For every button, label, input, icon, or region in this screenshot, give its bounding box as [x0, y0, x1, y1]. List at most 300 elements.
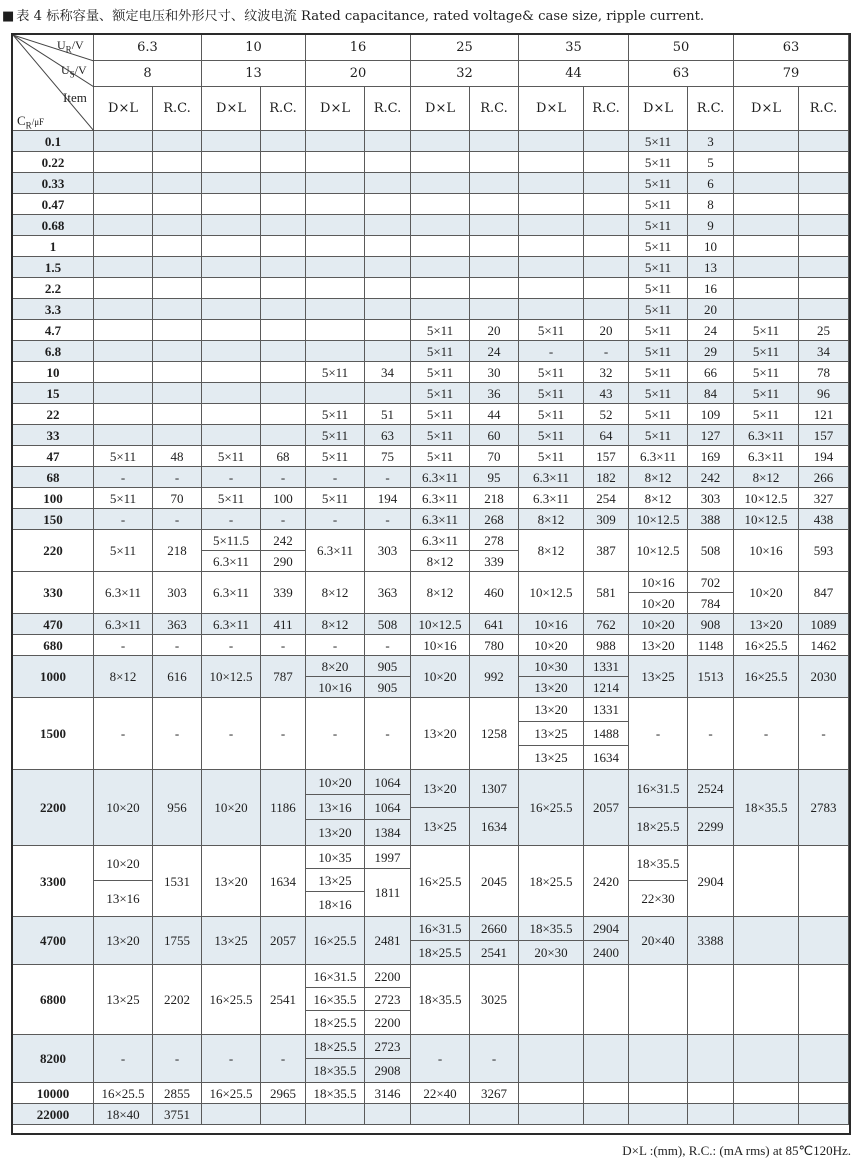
ripple-current-cell: 3	[688, 131, 734, 152]
ripple-current-cell: 13	[688, 257, 734, 278]
ripple-current-cell	[261, 215, 306, 236]
ripple-current-cell	[365, 194, 411, 215]
capacitance-label: 1.5	[13, 257, 94, 278]
ripple-column-header: R.C.	[799, 87, 849, 131]
case-size-cell: 16×25.5	[94, 1083, 153, 1104]
case-size-cell: 20×30	[519, 941, 584, 965]
ripple-current-cell	[261, 320, 306, 341]
case-size-cell: -	[306, 635, 365, 656]
ripple-column-header: R.C.	[261, 87, 306, 131]
rated-voltage-header: 25	[411, 35, 519, 61]
case-size-cell: 13×25	[629, 656, 688, 698]
case-size-cell: 10×16	[519, 614, 584, 635]
case-size-cell: 22×40	[411, 1083, 470, 1104]
ripple-current-cell	[261, 362, 306, 383]
ripple-current-cell: 2660	[470, 917, 519, 941]
case-size-cell: 5×11	[629, 152, 688, 173]
case-size-cell: 13×25	[202, 917, 261, 965]
case-size-cell: 5×11	[202, 488, 261, 509]
case-size-cell: 6.3×11	[411, 530, 470, 551]
ripple-current-cell	[584, 1083, 629, 1104]
case-size-cell: 8×12	[734, 467, 799, 488]
case-size-cell: 5×11	[94, 530, 153, 572]
ripple-current-cell: 290	[261, 551, 306, 572]
ripple-current-cell: 2783	[799, 770, 849, 846]
ripple-current-cell: 96	[799, 383, 849, 404]
ripple-current-cell: 29	[688, 341, 734, 362]
case-size-cell	[202, 236, 261, 257]
ripple-current-cell: -	[365, 467, 411, 488]
case-size-cell: 13×25	[306, 869, 365, 892]
case-size-cell: 6.3×11	[519, 488, 584, 509]
ripple-current-cell	[261, 194, 306, 215]
case-size-cell	[519, 152, 584, 173]
case-size-cell: 13×25	[519, 722, 584, 746]
ripple-current-cell: 63	[365, 425, 411, 446]
ripple-current-cell	[584, 131, 629, 152]
ripple-current-cell	[470, 1104, 519, 1125]
ripple-current-cell: -	[584, 341, 629, 362]
ripple-current-cell: 1811	[365, 869, 411, 917]
case-size-cell: 13×16	[94, 881, 153, 917]
case-size-cell: 5×11	[411, 320, 470, 341]
case-size-cell: 13×20	[734, 614, 799, 635]
case-size-cell	[734, 236, 799, 257]
case-size-cell: 10×12.5	[202, 656, 261, 698]
case-size-cell: 10×12.5	[629, 509, 688, 530]
ripple-current-cell	[153, 383, 202, 404]
ripple-current-cell	[153, 194, 202, 215]
case-size-cell	[94, 236, 153, 257]
ripple-current-cell: 2400	[584, 941, 629, 965]
case-size-cell: 13×20	[202, 846, 261, 917]
ripple-current-cell	[153, 173, 202, 194]
ripple-current-cell: 157	[584, 446, 629, 467]
ripple-current-cell: -	[153, 509, 202, 530]
ripple-current-cell: 20	[688, 299, 734, 320]
case-size-cell: 5×11	[734, 404, 799, 425]
ripple-current-cell: 68	[261, 446, 306, 467]
rated-voltage-header: 16	[306, 35, 411, 61]
case-size-cell: -	[519, 341, 584, 362]
ripple-column-header: R.C.	[688, 87, 734, 131]
ripple-current-cell: 64	[584, 425, 629, 446]
case-size-cell: 13×20	[519, 698, 584, 722]
ripple-current-cell: -	[261, 467, 306, 488]
case-size-cell	[411, 173, 470, 194]
case-size-cell	[411, 194, 470, 215]
case-size-cell	[202, 341, 261, 362]
ripple-current-cell	[365, 152, 411, 173]
ripple-current-cell: 2524	[688, 770, 734, 808]
ripple-current-cell: 762	[584, 614, 629, 635]
ripple-current-cell: 784	[688, 593, 734, 614]
case-size-cell: -	[202, 635, 261, 656]
case-size-cell: 16×25.5	[411, 846, 470, 917]
case-size-cell: -	[629, 698, 688, 770]
ripple-current-cell	[584, 278, 629, 299]
case-size-cell: 5×11	[519, 362, 584, 383]
ripple-current-cell: 1258	[470, 698, 519, 770]
capacitance-label: 680	[13, 635, 94, 656]
case-size-cell	[519, 299, 584, 320]
capacitance-label: 0.1	[13, 131, 94, 152]
ripple-current-cell	[584, 194, 629, 215]
ripple-current-cell: 182	[584, 467, 629, 488]
case-size-cell	[94, 194, 153, 215]
capacitance-label: 33	[13, 425, 94, 446]
case-size-cell: 5×11	[519, 404, 584, 425]
case-size-cell: 5×11	[629, 320, 688, 341]
ripple-current-cell: 3267	[470, 1083, 519, 1104]
table-title	[2, 5, 857, 29]
ripple-current-cell: 460	[470, 572, 519, 614]
ripple-current-cell	[688, 1035, 734, 1083]
cr-label: $C_R/\mu F$	[17, 113, 45, 131]
ripple-current-cell: 1384	[365, 820, 411, 846]
ripple-current-cell: 169	[688, 446, 734, 467]
case-size-cell	[94, 215, 153, 236]
ripple-current-cell	[470, 257, 519, 278]
case-size-cell: 5×11	[629, 236, 688, 257]
case-size-cell: -	[94, 509, 153, 530]
case-size-cell	[202, 152, 261, 173]
case-size-cell: 5×11	[411, 404, 470, 425]
case-size-cell: 16×35.5	[306, 988, 365, 1011]
case-size-cell	[202, 215, 261, 236]
size-column-header: D×L	[629, 87, 688, 131]
ripple-current-cell	[153, 278, 202, 299]
case-size-cell: 5×11	[306, 362, 365, 383]
ripple-current-cell: 847	[799, 572, 849, 614]
ripple-current-cell: 66	[688, 362, 734, 383]
case-size-cell	[202, 131, 261, 152]
ripple-current-cell: 2481	[365, 917, 411, 965]
case-size-cell: 10×20	[519, 635, 584, 656]
ripple-current-cell: 1064	[365, 795, 411, 820]
ripple-current-cell: 309	[584, 509, 629, 530]
ripple-current-cell	[261, 383, 306, 404]
case-size-cell	[519, 131, 584, 152]
case-size-cell: -	[94, 698, 153, 770]
capacitance-label: 2200	[13, 770, 94, 846]
ripple-current-cell	[153, 257, 202, 278]
ripple-current-cell: -	[688, 698, 734, 770]
ripple-current-cell: 24	[470, 341, 519, 362]
case-size-cell	[94, 152, 153, 173]
case-size-cell	[202, 404, 261, 425]
case-size-cell	[306, 1104, 365, 1125]
case-size-cell	[411, 257, 470, 278]
ripple-current-cell: 1064	[365, 770, 411, 795]
case-size-cell: 6.3×11	[519, 467, 584, 488]
ripple-current-cell	[799, 257, 849, 278]
surge-voltage-header: 32	[411, 61, 519, 87]
case-size-cell: -	[306, 509, 365, 530]
ripple-current-cell: -	[365, 509, 411, 530]
case-size-cell: 13×25	[411, 808, 470, 846]
case-size-cell: 5×11	[306, 425, 365, 446]
case-size-cell: 5×11	[411, 446, 470, 467]
case-size-cell: 18×25.5	[306, 1035, 365, 1059]
rated-voltage-header: 10	[202, 35, 306, 61]
case-size-cell	[306, 236, 365, 257]
case-size-cell: 8×12	[306, 614, 365, 635]
case-size-cell: 10×20	[202, 770, 261, 846]
ripple-current-cell	[470, 131, 519, 152]
ripple-current-cell: 787	[261, 656, 306, 698]
ripple-current-cell: 51	[365, 404, 411, 425]
capacitance-label: 1000	[13, 656, 94, 698]
ripple-current-cell	[584, 257, 629, 278]
ripple-current-cell: 2200	[365, 1011, 411, 1035]
ripple-current-cell: 2030	[799, 656, 849, 698]
ripple-current-cell	[584, 152, 629, 173]
ripple-current-cell	[365, 236, 411, 257]
case-size-cell: 6.3×11	[202, 551, 261, 572]
case-size-cell	[734, 215, 799, 236]
ripple-current-cell: 52	[584, 404, 629, 425]
case-size-cell	[734, 131, 799, 152]
ripple-current-cell: 1089	[799, 614, 849, 635]
case-size-cell: 10×20	[629, 614, 688, 635]
ripple-current-cell: 24	[688, 320, 734, 341]
case-size-cell: 10×20	[734, 572, 799, 614]
case-size-cell	[94, 299, 153, 320]
case-size-cell: 20×40	[629, 917, 688, 965]
ripple-current-cell: -	[261, 509, 306, 530]
ripple-current-cell: 60	[470, 425, 519, 446]
case-size-cell: 5×11	[629, 425, 688, 446]
rated-voltage-header: 50	[629, 35, 734, 61]
table-footnote: D×L :(mm), R.C.: (mA rms) at 85℃120Hz.	[622, 1143, 851, 1158]
case-size-cell: 18×25.5	[629, 808, 688, 846]
case-size-cell: 10×20	[411, 656, 470, 698]
case-size-cell: 8×12	[411, 551, 470, 572]
capacitance-label: 150	[13, 509, 94, 530]
ripple-current-cell	[261, 299, 306, 320]
case-size-cell: 10×20	[629, 593, 688, 614]
capacitance-label: 15	[13, 383, 94, 404]
ripple-current-cell	[799, 965, 849, 1035]
ripple-current-cell: 218	[153, 530, 202, 572]
case-size-cell: 5×11	[94, 446, 153, 467]
ripple-current-cell	[584, 236, 629, 257]
case-size-cell: 13×25	[94, 965, 153, 1035]
ripple-current-cell	[470, 215, 519, 236]
case-size-cell: 13×25	[519, 746, 584, 770]
case-size-cell	[202, 383, 261, 404]
ripple-current-cell	[470, 299, 519, 320]
ripple-current-cell	[584, 1035, 629, 1083]
case-size-cell: 5×11	[519, 383, 584, 404]
ripple-current-cell: 95	[470, 467, 519, 488]
ripple-current-cell: 905	[365, 656, 411, 677]
ripple-current-cell: 387	[584, 530, 629, 572]
case-size-cell: 10×20	[306, 770, 365, 795]
ripple-current-cell	[799, 152, 849, 173]
capacitance-label: 1	[13, 236, 94, 257]
case-size-cell	[94, 278, 153, 299]
capacitance-label: 22000	[13, 1104, 94, 1125]
ripple-current-cell: 2420	[584, 846, 629, 917]
case-size-cell	[629, 1104, 688, 1125]
ripple-current-cell	[365, 383, 411, 404]
case-size-cell	[306, 341, 365, 362]
ripple-current-cell	[153, 299, 202, 320]
case-size-cell: 6.3×11	[202, 614, 261, 635]
case-size-cell: 8×12	[629, 488, 688, 509]
case-size-cell: 5×11.5	[202, 530, 261, 551]
ripple-current-cell: 16	[688, 278, 734, 299]
case-size-cell	[202, 299, 261, 320]
case-size-cell: 16×31.5	[411, 917, 470, 941]
ripple-current-cell: 1331	[584, 698, 629, 722]
case-size-cell	[202, 257, 261, 278]
ripple-current-cell: 32	[584, 362, 629, 383]
ripple-current-cell	[153, 341, 202, 362]
ripple-column-header: R.C.	[470, 87, 519, 131]
surge-voltage-header: 44	[519, 61, 629, 87]
ripple-current-cell: 339	[261, 572, 306, 614]
ripple-current-cell: -	[153, 698, 202, 770]
ripple-current-cell	[365, 299, 411, 320]
case-size-cell: 5×11	[629, 383, 688, 404]
ripple-current-cell	[584, 965, 629, 1035]
case-size-cell	[306, 278, 365, 299]
ripple-current-cell: 2855	[153, 1083, 202, 1104]
ripple-current-cell: 363	[153, 614, 202, 635]
case-size-cell: 10×12.5	[411, 614, 470, 635]
case-size-cell: 5×11	[629, 173, 688, 194]
ripple-current-cell: -	[799, 698, 849, 770]
ripple-current-cell	[799, 194, 849, 215]
case-size-cell	[629, 1035, 688, 1083]
ripple-current-cell: 641	[470, 614, 519, 635]
ripple-current-cell: 508	[688, 530, 734, 572]
ripple-current-cell	[799, 131, 849, 152]
ripple-current-cell: 43	[584, 383, 629, 404]
ripple-current-cell: 36	[470, 383, 519, 404]
capacitance-label: 47	[13, 446, 94, 467]
case-size-cell: 10×16	[411, 635, 470, 656]
case-size-cell: 5×11	[519, 320, 584, 341]
case-size-cell: 6.3×11	[94, 572, 153, 614]
case-size-cell	[411, 236, 470, 257]
ripple-column-header: R.C.	[365, 87, 411, 131]
case-size-cell	[411, 278, 470, 299]
case-size-cell	[734, 1035, 799, 1083]
ripple-current-cell: -	[261, 635, 306, 656]
surge-voltage-header: 13	[202, 61, 306, 87]
case-size-cell	[519, 1104, 584, 1125]
ripple-current-cell	[261, 278, 306, 299]
ripple-current-cell	[153, 236, 202, 257]
ripple-current-cell: 78	[799, 362, 849, 383]
case-size-cell: 22×30	[629, 881, 688, 917]
ripple-current-cell	[470, 173, 519, 194]
case-size-cell: 6.3×11	[411, 509, 470, 530]
ripple-current-cell	[261, 257, 306, 278]
case-size-cell	[734, 152, 799, 173]
ripple-current-cell: -	[365, 635, 411, 656]
ripple-current-cell: 242	[688, 467, 734, 488]
ripple-current-cell: 84	[688, 383, 734, 404]
ripple-current-cell: -	[261, 1035, 306, 1083]
case-size-cell: 8×12	[629, 467, 688, 488]
ripple-current-cell	[261, 131, 306, 152]
case-size-cell	[734, 194, 799, 215]
case-size-cell: 10×30	[519, 656, 584, 677]
case-size-cell: 18×35.5	[411, 965, 470, 1035]
case-size-cell	[411, 1104, 470, 1125]
case-size-cell: 5×11	[411, 341, 470, 362]
ripple-current-cell	[799, 846, 849, 917]
case-size-cell: 18×25.5	[306, 1011, 365, 1035]
ripple-current-cell: 1634	[261, 846, 306, 917]
ripple-current-cell: 127	[688, 425, 734, 446]
case-size-cell: 10×12.5	[734, 509, 799, 530]
ripple-current-cell: 1997	[365, 846, 411, 869]
ripple-current-cell: -	[153, 1035, 202, 1083]
ripple-column-header: R.C.	[153, 87, 202, 131]
ripple-current-cell	[470, 194, 519, 215]
ripple-current-cell	[584, 299, 629, 320]
ripple-current-cell	[799, 236, 849, 257]
ripple-current-cell: 242	[261, 530, 306, 551]
ripple-current-cell	[365, 278, 411, 299]
ripple-current-cell: 3146	[365, 1083, 411, 1104]
case-size-cell: 5×11	[411, 425, 470, 446]
case-size-cell: 13×20	[411, 770, 470, 808]
ripple-current-cell	[365, 320, 411, 341]
surge-voltage-header: 63	[629, 61, 734, 87]
case-size-cell: -	[202, 509, 261, 530]
ripple-current-cell: 508	[365, 614, 411, 635]
ripple-current-cell	[365, 1104, 411, 1125]
ripple-current-cell	[153, 425, 202, 446]
ripple-current-cell	[365, 341, 411, 362]
case-size-cell: 18×35.5	[629, 846, 688, 881]
case-size-cell: 6.3×11	[306, 530, 365, 572]
case-size-cell	[519, 278, 584, 299]
case-size-cell: 5×11	[629, 194, 688, 215]
ripple-current-cell	[470, 236, 519, 257]
ripple-current-cell: 218	[470, 488, 519, 509]
ripple-current-cell: 75	[365, 446, 411, 467]
ripple-current-cell: 303	[153, 572, 202, 614]
case-size-cell	[734, 299, 799, 320]
case-size-cell: -	[94, 467, 153, 488]
ripple-current-cell: 956	[153, 770, 202, 846]
case-size-cell: 5×11	[734, 383, 799, 404]
ripple-current-cell: 581	[584, 572, 629, 614]
ripple-current-cell	[799, 299, 849, 320]
ripple-current-cell	[470, 152, 519, 173]
ripple-current-cell: 992	[470, 656, 519, 698]
case-size-cell: 10×12.5	[519, 572, 584, 614]
ripple-current-cell: 1186	[261, 770, 306, 846]
case-size-cell: 8×12	[519, 509, 584, 530]
ripple-current-cell: 339	[470, 551, 519, 572]
case-size-cell: 6.3×11	[94, 614, 153, 635]
case-size-cell: 10×16	[306, 677, 365, 698]
case-size-cell: -	[306, 698, 365, 770]
case-size-cell: 5×11	[411, 383, 470, 404]
case-size-cell	[411, 152, 470, 173]
case-size-cell: 5×11	[202, 446, 261, 467]
case-size-cell: 5×11	[629, 299, 688, 320]
